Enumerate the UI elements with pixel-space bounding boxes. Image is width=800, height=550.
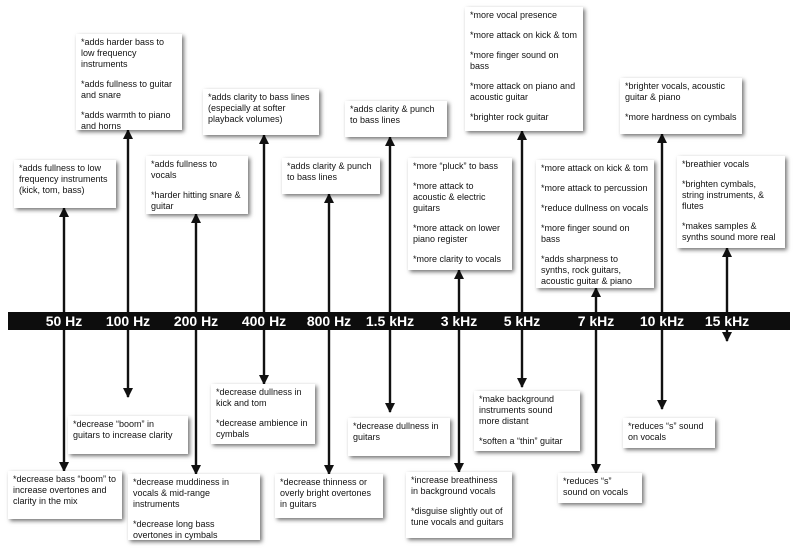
freq-label: 100 Hz <box>105 313 151 329</box>
boost-note-box <box>146 156 248 214</box>
note-text: *decrease dullness in kick and tom <box>216 387 302 408</box>
note-text: *more attack on kick & tom <box>470 30 578 40</box>
cut-note-box <box>406 472 512 538</box>
note-text: *decrease dullness in guitars <box>353 421 439 442</box>
note-text: *decrease thinness or overly bright overtones in guitars <box>280 477 372 509</box>
boost-note-box <box>345 101 447 137</box>
note-text: *reduces “s” sound on vocals <box>563 476 629 497</box>
note-text: *brighten cymbals, string instruments, & flutes <box>682 179 765 211</box>
cut-note-box <box>128 474 260 540</box>
note-text: *decrease muddiness in vocals & mid-range instruments <box>133 477 230 509</box>
note-text: *brighter vocals, acoustic guitar & piano <box>625 81 726 102</box>
freq-label: 15 kHz <box>704 313 750 329</box>
cut-note-box <box>348 418 450 456</box>
freq-label: 7 kHz <box>577 313 615 329</box>
note-text: *adds harder bass to low frequency instruments <box>81 37 165 69</box>
note-text: *adds clarity & punch to bass lines <box>350 104 435 125</box>
note-text: *more attack to acoustic & electric guitars <box>413 181 486 213</box>
note-text: *more clarity to vocals <box>413 254 502 264</box>
note-text: *more finger sound on bass <box>470 50 559 71</box>
freq-label: 800 Hz <box>306 313 352 329</box>
freq-label: 1.5 kHz <box>365 313 415 329</box>
boost-note-box <box>14 160 116 208</box>
boost-note-box <box>408 158 512 270</box>
note-text: *adds warmth to piano and horns <box>81 110 171 131</box>
cut-note-box <box>211 384 315 444</box>
freq-label: 10 kHz <box>639 313 685 329</box>
cut-note-box <box>623 418 715 448</box>
note-text: *makes samples & synths sound more real <box>682 221 776 242</box>
freq-label: 50 Hz <box>45 313 83 329</box>
note-text: *more attack on kick & tom <box>541 163 649 173</box>
note-text: *adds sharpness to synths, rock guitars, acoustic guitar & piano <box>541 254 633 286</box>
note-text: *decrease long bass overtones in cymbals <box>133 519 218 540</box>
note-text: *adds clarity to bass lines (especially at softer playback volumes) <box>208 92 310 124</box>
note-text: *more attack to percussion <box>541 183 648 193</box>
cut-note-box <box>8 471 122 519</box>
boost-note-box <box>465 7 583 131</box>
note-text: *brighter rock guitar <box>470 112 549 122</box>
note-text: *more finger sound on bass <box>541 223 630 244</box>
note-text: *adds fullness to vocals <box>151 159 218 180</box>
boost-note-box <box>76 34 182 130</box>
note-text: *soften a “thin” guitar <box>479 436 563 446</box>
freq-label: 200 Hz <box>173 313 219 329</box>
note-text: *harder hitting snare & guitar <box>151 190 241 211</box>
cut-note-box <box>474 391 580 451</box>
note-text: *more attack on lower piano register <box>413 223 501 244</box>
freq-label: 3 kHz <box>440 313 478 329</box>
freq-label: 5 kHz <box>503 313 541 329</box>
note-text: *more attack on piano and acoustic guitar <box>470 81 576 102</box>
cut-note-box <box>558 473 642 503</box>
note-text: *make background instruments sound more distant <box>479 394 555 426</box>
note-text: *more “pluck” to bass <box>413 161 499 171</box>
boost-note-box <box>677 156 785 248</box>
boost-note-box <box>203 89 319 135</box>
boost-note-box <box>536 160 654 288</box>
note-text: *adds clarity & punch to bass lines <box>287 161 372 182</box>
note-text: *more vocal presence <box>470 10 558 20</box>
note-text: *increase breathiness in background vocals <box>411 475 498 496</box>
note-text: *more hardness on cymbals <box>625 112 737 122</box>
cut-note-box <box>275 474 383 518</box>
boost-note-box <box>282 158 380 194</box>
cut-note-box <box>68 416 188 454</box>
note-text: *breathier vocals <box>682 159 750 169</box>
boost-note-box <box>620 78 742 134</box>
freq-label: 400 Hz <box>241 313 287 329</box>
note-text: *adds fullness to low frequency instruments (kick, tom, bass) <box>19 163 108 195</box>
note-text: *reduces “s” sound on vocals <box>628 421 704 442</box>
note-text: *adds fullness to guitar and snare <box>81 79 173 100</box>
note-text: *reduce dullness on vocals <box>541 203 649 213</box>
note-text: *disguise slightly out of tune vocals and guitars <box>411 506 504 527</box>
note-text: *decrease bass “boom” to increase overtones and clarity in the mix <box>13 474 117 506</box>
note-text: *decrease ambience in cymbals <box>216 418 308 439</box>
note-text: *decrease “boom” in guitars to increase clarity <box>73 419 173 440</box>
